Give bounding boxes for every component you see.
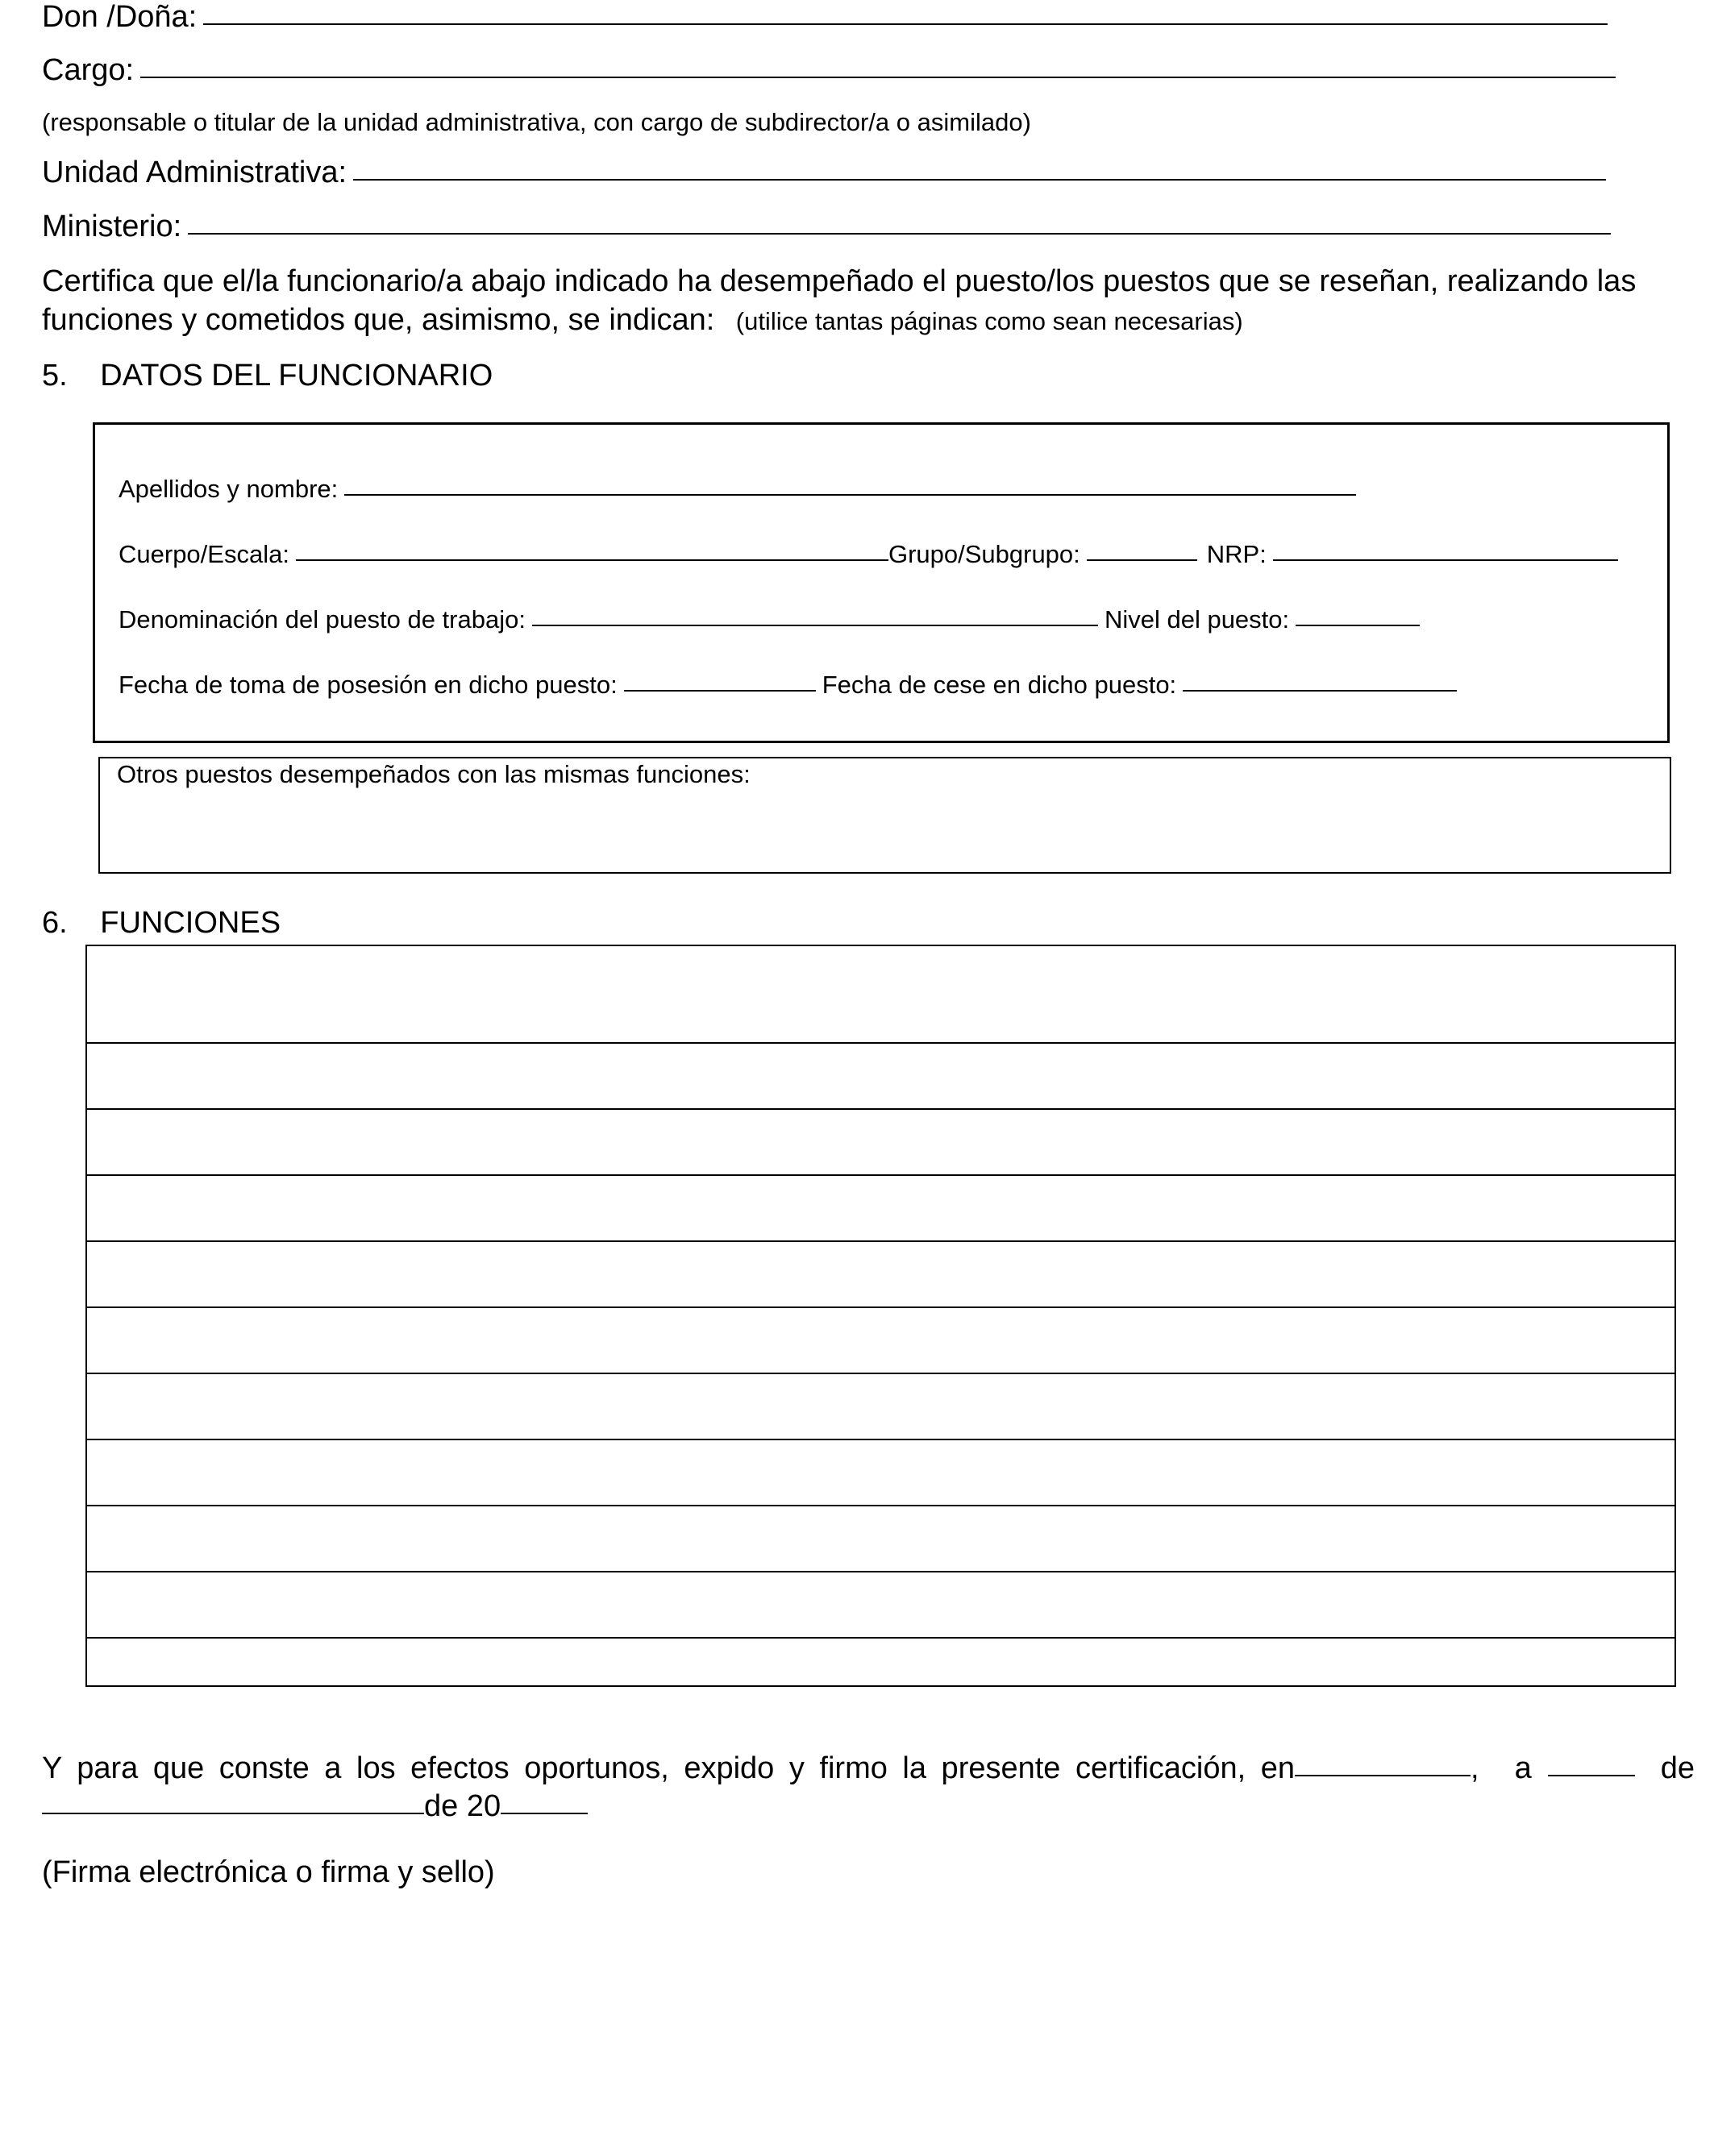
cargo-field[interactable] (42, 53, 1616, 88)
cargo-label: Cargo: (42, 53, 135, 87)
closing-line-1 (42, 1751, 1695, 1786)
fechas-row (119, 671, 1457, 700)
closing-a: a (1514, 1751, 1532, 1785)
dia-line[interactable] (1548, 1775, 1635, 1776)
unidad-line[interactable] (353, 179, 1606, 181)
ministerio-label: Ministerio: (42, 210, 182, 243)
closing-de: de (1660, 1751, 1695, 1785)
certifica-line-2-text: funciones y cometidos que, asimismo, se indican: (42, 303, 715, 337)
ministerio-field[interactable] (42, 210, 1611, 244)
certifica-line-1: Certifica que el/la funcionario/a abajo indicado ha desempeñado el puesto/los puestos que se reseñan, realizando las (42, 264, 1637, 298)
cuerpo-line[interactable] (296, 559, 888, 561)
mes-line[interactable] (42, 1813, 424, 1814)
lugar-line[interactable] (1295, 1775, 1471, 1776)
cuerpo-row (119, 540, 1618, 569)
don-dona-label: Don /Doña: (42, 0, 198, 34)
apellidos-label: Apellidos y nombre: (119, 475, 339, 503)
certifica-line-2 (42, 303, 1243, 338)
section-6-title: FUNCIONES (100, 906, 281, 940)
funciones-row-divider (87, 1174, 1674, 1176)
section-5-title: DATOS DEL FUNCIONARIO (100, 359, 493, 393)
toma-posesion-label: Fecha de toma de posesión en dicho puesto: (119, 671, 618, 699)
section-6-heading (42, 906, 281, 941)
otros-puestos-box[interactable] (98, 757, 1671, 874)
certifica-note: (utilice tantas páginas como sean necesarias) (735, 307, 1243, 335)
apellidos-field[interactable] (119, 475, 1356, 504)
apellidos-line[interactable] (344, 494, 1356, 496)
ministerio-line[interactable] (188, 233, 1611, 235)
nrp-label: NRP: (1206, 540, 1267, 568)
funciones-row-divider (87, 1240, 1674, 1242)
anio-line[interactable] (501, 1813, 588, 1814)
cese-line[interactable] (1183, 690, 1457, 692)
firma-note: (Firma electrónica o firma y sello) (42, 1855, 495, 1889)
don-dona-line[interactable] (203, 23, 1608, 25)
funciones-row-divider (87, 1571, 1674, 1572)
cargo-note: (responsable o titular de la unidad administrativa, con cargo de subdirector/a o asimilado) (42, 108, 1031, 136)
grupo-label: Grupo/Subgrupo: (888, 540, 1080, 568)
funciones-row-divider (87, 1042, 1674, 1044)
don-dona-field[interactable] (42, 0, 1608, 35)
nivel-label: Nivel del puesto: (1104, 605, 1290, 634)
toma-posesion-line[interactable] (624, 690, 816, 692)
closing-text: Y para que conste a los efectos oportunos, expido y firmo la presente certificación, en (42, 1751, 1296, 1785)
nivel-line[interactable] (1296, 625, 1420, 626)
funciones-row-divider (87, 1505, 1674, 1506)
denominacion-label: Denominación del puesto de trabajo: (119, 605, 526, 634)
funciones-table (85, 945, 1676, 1687)
unidad-label: Unidad Administrativa: (42, 156, 347, 189)
unidad-field[interactable] (42, 156, 1606, 190)
closing-de20: de 20 (424, 1789, 501, 1823)
closing-line-2 (42, 1789, 588, 1824)
datos-funcionario-box (93, 422, 1670, 743)
cese-label: Fecha de cese en dicho puesto: (822, 671, 1177, 699)
funciones-row-divider (87, 1306, 1674, 1308)
section-5-number: 5. (42, 359, 68, 393)
closing-comma: , (1471, 1751, 1479, 1785)
cuerpo-label: Cuerpo/Escala: (119, 540, 289, 568)
nrp-line[interactable] (1273, 559, 1618, 561)
otros-puestos-label: Otros puestos desempeñados con las mismas funciones: (117, 760, 751, 788)
funciones-row-divider (87, 1373, 1674, 1374)
denominacion-row (119, 605, 1420, 634)
grupo-line[interactable] (1087, 559, 1197, 561)
funciones-row-divider (87, 1108, 1674, 1110)
denominacion-line[interactable] (532, 625, 1098, 626)
funciones-row-divider (87, 1637, 1674, 1639)
section-6-number: 6. (42, 906, 68, 940)
funciones-row-divider (87, 1439, 1674, 1440)
cargo-line[interactable] (140, 77, 1616, 78)
section-5-heading (42, 359, 493, 393)
